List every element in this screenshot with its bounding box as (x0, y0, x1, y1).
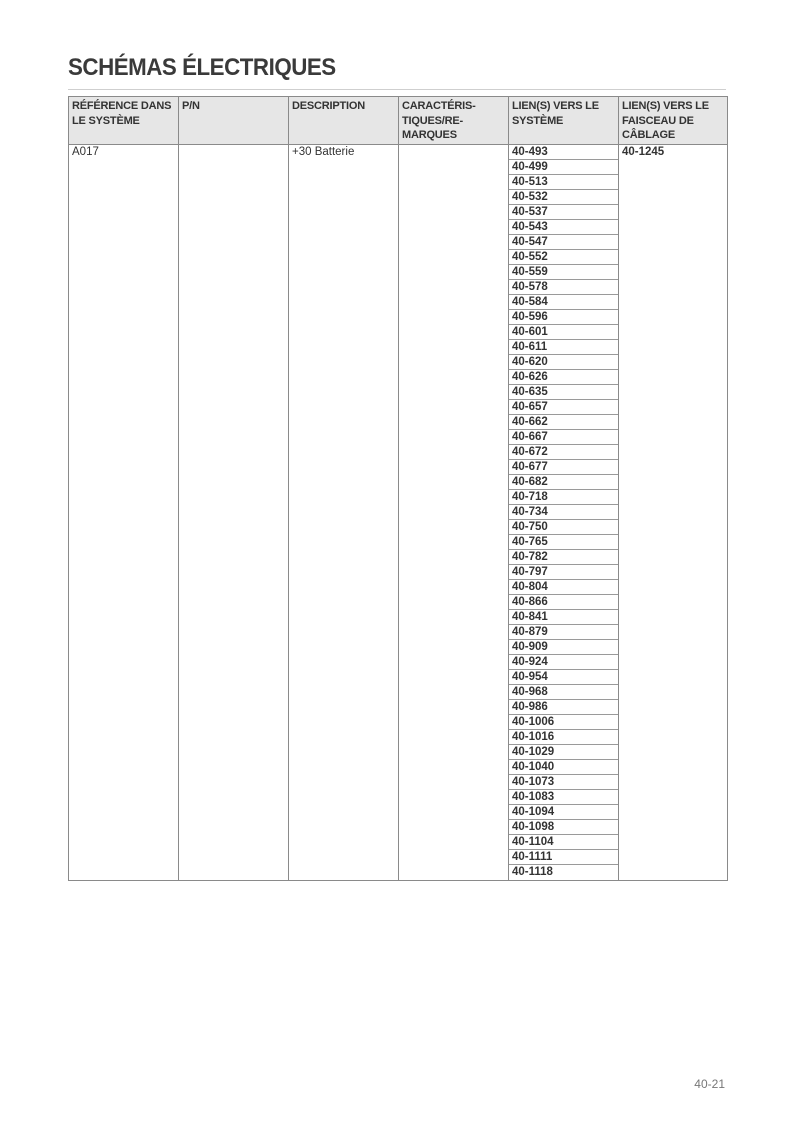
system-link-item[interactable]: 40-1029 (509, 745, 618, 760)
system-link-item[interactable]: 40-677 (509, 460, 618, 475)
system-link-item[interactable]: 40-596 (509, 310, 618, 325)
cell-description: +30 Batterie (289, 144, 399, 880)
cell-system-links (509, 144, 619, 880)
harness-link[interactable]: 40-1245 (622, 145, 665, 158)
system-link-item[interactable]: 40-718 (509, 490, 618, 505)
system-link-item[interactable]: 40-626 (509, 370, 618, 385)
system-link-item[interactable]: 40-584 (509, 295, 618, 310)
page-number: 40-21 (694, 1077, 725, 1091)
system-link-item[interactable]: 40-968 (509, 685, 618, 700)
page-title: SCHÉMAS ÉLECTRIQUES (68, 54, 336, 81)
system-link-item[interactable]: 40-1111 (509, 850, 618, 865)
cell-remarks (399, 144, 509, 880)
table-row (69, 144, 728, 880)
system-link-item[interactable]: 40-1006 (509, 715, 618, 730)
system-link-item[interactable]: 40-1040 (509, 760, 618, 775)
system-link-item[interactable]: 40-782 (509, 550, 618, 565)
system-link-item[interactable]: 40-797 (509, 565, 618, 580)
header-description: DESCRIPTION (289, 97, 399, 145)
header-part-number: P/N (179, 97, 289, 145)
system-link-item[interactable]: 40-672 (509, 445, 618, 460)
electrical-schematics-table (68, 96, 728, 881)
system-link-item[interactable]: 40-866 (509, 595, 618, 610)
system-link-item[interactable]: 40-986 (509, 700, 618, 715)
system-link-item[interactable]: 40-879 (509, 625, 618, 640)
header-remarks: CARACTÉRIS- TIQUES/RE- MARQUES (399, 97, 509, 145)
system-link-item[interactable]: 40-750 (509, 520, 618, 535)
cell-reference: A017 (69, 144, 179, 880)
system-link-item[interactable]: 40-682 (509, 475, 618, 490)
system-link-item[interactable]: 40-765 (509, 535, 618, 550)
system-link-item[interactable]: 40-601 (509, 325, 618, 340)
header-harness-links: LIEN(S) VERS LE FAISCEAU DE CÂBLAGE (619, 97, 728, 145)
system-link-item[interactable]: 40-667 (509, 430, 618, 445)
system-link-item[interactable]: 40-620 (509, 355, 618, 370)
table-header-row (69, 97, 728, 145)
system-link-item[interactable]: 40-909 (509, 640, 618, 655)
cell-harness-link (619, 144, 728, 880)
system-link-item[interactable]: 40-657 (509, 400, 618, 415)
title-divider (68, 89, 726, 90)
system-link-item[interactable]: 40-804 (509, 580, 618, 595)
system-link-item[interactable]: 40-513 (509, 175, 618, 190)
system-link-item[interactable]: 40-547 (509, 235, 618, 250)
header-system-reference: RÉFÉRENCE DANS LE SYSTÈME (69, 97, 179, 145)
system-link-item[interactable]: 40-954 (509, 670, 618, 685)
system-link-item[interactable]: 40-537 (509, 205, 618, 220)
system-link-item[interactable]: 40-662 (509, 415, 618, 430)
system-link-item[interactable]: 40-1094 (509, 805, 618, 820)
system-link-item[interactable]: 40-532 (509, 190, 618, 205)
system-link-item[interactable]: 40-1073 (509, 775, 618, 790)
system-link-item[interactable]: 40-1016 (509, 730, 618, 745)
cell-part-number (179, 144, 289, 880)
system-link-item[interactable]: 40-734 (509, 505, 618, 520)
system-link-item[interactable]: 40-559 (509, 265, 618, 280)
system-link-item[interactable]: 40-493 (509, 145, 618, 160)
system-link-item[interactable]: 40-578 (509, 280, 618, 295)
system-link-item[interactable]: 40-1104 (509, 835, 618, 850)
system-link-item[interactable]: 40-841 (509, 610, 618, 625)
system-link-item[interactable]: 40-635 (509, 385, 618, 400)
system-link-item[interactable]: 40-1083 (509, 790, 618, 805)
system-link-item[interactable]: 40-611 (509, 340, 618, 355)
system-link-item[interactable]: 40-543 (509, 220, 618, 235)
system-link-item[interactable]: 40-1118 (512, 865, 553, 878)
system-link-item[interactable]: 40-1098 (509, 820, 618, 835)
header-system-links: LIEN(S) VERS LE SYSTÈME (509, 97, 619, 145)
system-link-item[interactable]: 40-924 (509, 655, 618, 670)
system-link-item[interactable]: 40-499 (509, 160, 618, 175)
system-link-item[interactable]: 40-552 (509, 250, 618, 265)
system-link-list (509, 145, 618, 880)
